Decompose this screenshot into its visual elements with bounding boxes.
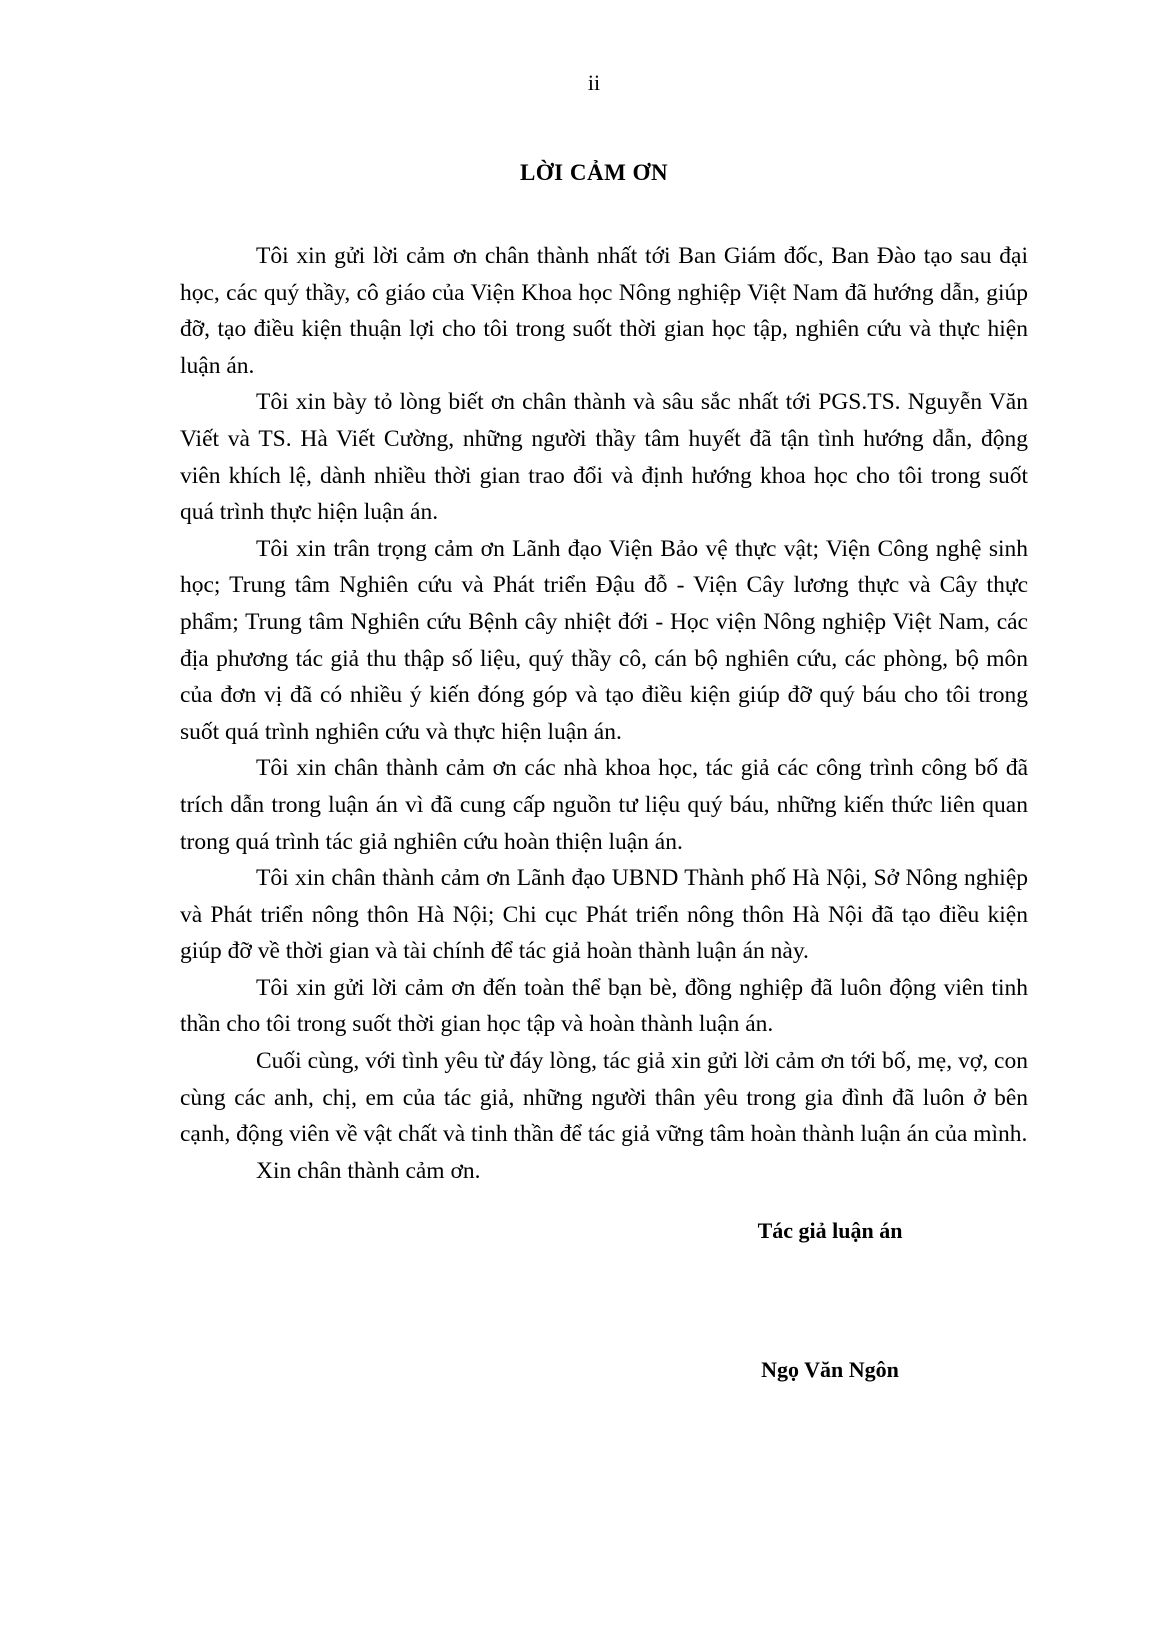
page-title: LỜI CẢM ƠN: [519, 160, 669, 185]
paragraph: Tôi xin gửi lời cảm ơn chân thành nhất tới Ban Giám đốc, Ban Đào tạo sau đại học, các quý thầy, cô giáo của Viện Khoa học Nông nghiệp Việt Nam đã hướng dẫn, giúp đỡ, tạo điều kiện thuận lợi cho tôi trong suốt thời gian học tập, nghiên cứu và thực hiện luận án.: [180, 243, 1028, 379]
paragraph: Tôi xin trân trọng cảm ơn Lãnh đạo Viện Bảo vệ thực vật; Viện Công nghệ sinh học; Trung tâm Nghiên cứu và Phát triển Đậu đỗ - Viện Cây lương thực và Cây thực phẩm; Trung tâm Nghiên cứu Bệnh cây nhiệt đới - Học viện Nông nghiệp Việt Nam, các địa phương tác giả thu thập số liệu, quý thầy cô, cán bộ nghiên cứu, các phòng, bộ môn của đơn vị đã có nhiều ý kiến đóng góp và tạo điều kiện giúp đỡ quý báu cho tôi trong suốt quá trình nghiên cứu và thực hiện luận án.: [180, 535, 1028, 745]
signature-role: Tác giả luận án: [757, 1218, 903, 1243]
closing-line: Xin chân thành cảm ơn.: [256, 1157, 481, 1184]
author-name: Ngọ Văn Ngôn: [761, 1357, 899, 1382]
acknowledgement-body: [180, 238, 1028, 1189]
paragraph: Tôi xin bày tỏ lòng biết ơn chân thành và sâu sắc nhất tới PGS.TS. Nguyễn Văn Viết và TS. Hà Viết Cường, những người thầy tâm huyết đã tận tình hướng dẫn, động viên khích lệ, dành nhiều thời gian trao đổi và định hướng khoa học cho tôi trong suốt quá trình thực hiện luận án.: [180, 389, 1028, 526]
paragraph: Tôi xin gửi lời cảm ơn đến toàn thể bạn bè, đồng nghiệp đã luôn động viên tinh thần cho tôi trong suốt thời gian học tập và hoàn thành luận án.: [180, 974, 1028, 1038]
paragraph: Tôi xin chân thành cảm ơn các nhà khoa học, tác giả các công trình công bố đã trích dẫn trong luận án vì đã cung cấp nguồn tư liệu quý báu, những kiến thức liên quan trong quá trình tác giả nghiên cứu hoàn thiện luận án.: [180, 755, 1028, 855]
paragraph: Tôi xin chân thành cảm ơn Lãnh đạo UBND Thành phố Hà Nội, Sở Nông nghiệp và Phát triển nông thôn Hà Nội; Chi cục Phát triển nông thôn Hà Nội đã tạo điều kiện giúp đỡ về thời gian và tài chính để tác giả hoàn thành luận án này.: [180, 865, 1028, 965]
page-number: ii: [587, 70, 601, 95]
paragraph: Cuối cùng, với tình yêu từ đáy lòng, tác giả xin gửi lời cảm ơn tới bố, mẹ, vợ, con cùng các anh, chị, em của tác giả, những người thân yêu trong gia đình đã luôn ở bên cạnh, động viên về vật chất và tinh thần để tác giả vững tâm hoàn thành luận án của mình.: [180, 1048, 1028, 1148]
